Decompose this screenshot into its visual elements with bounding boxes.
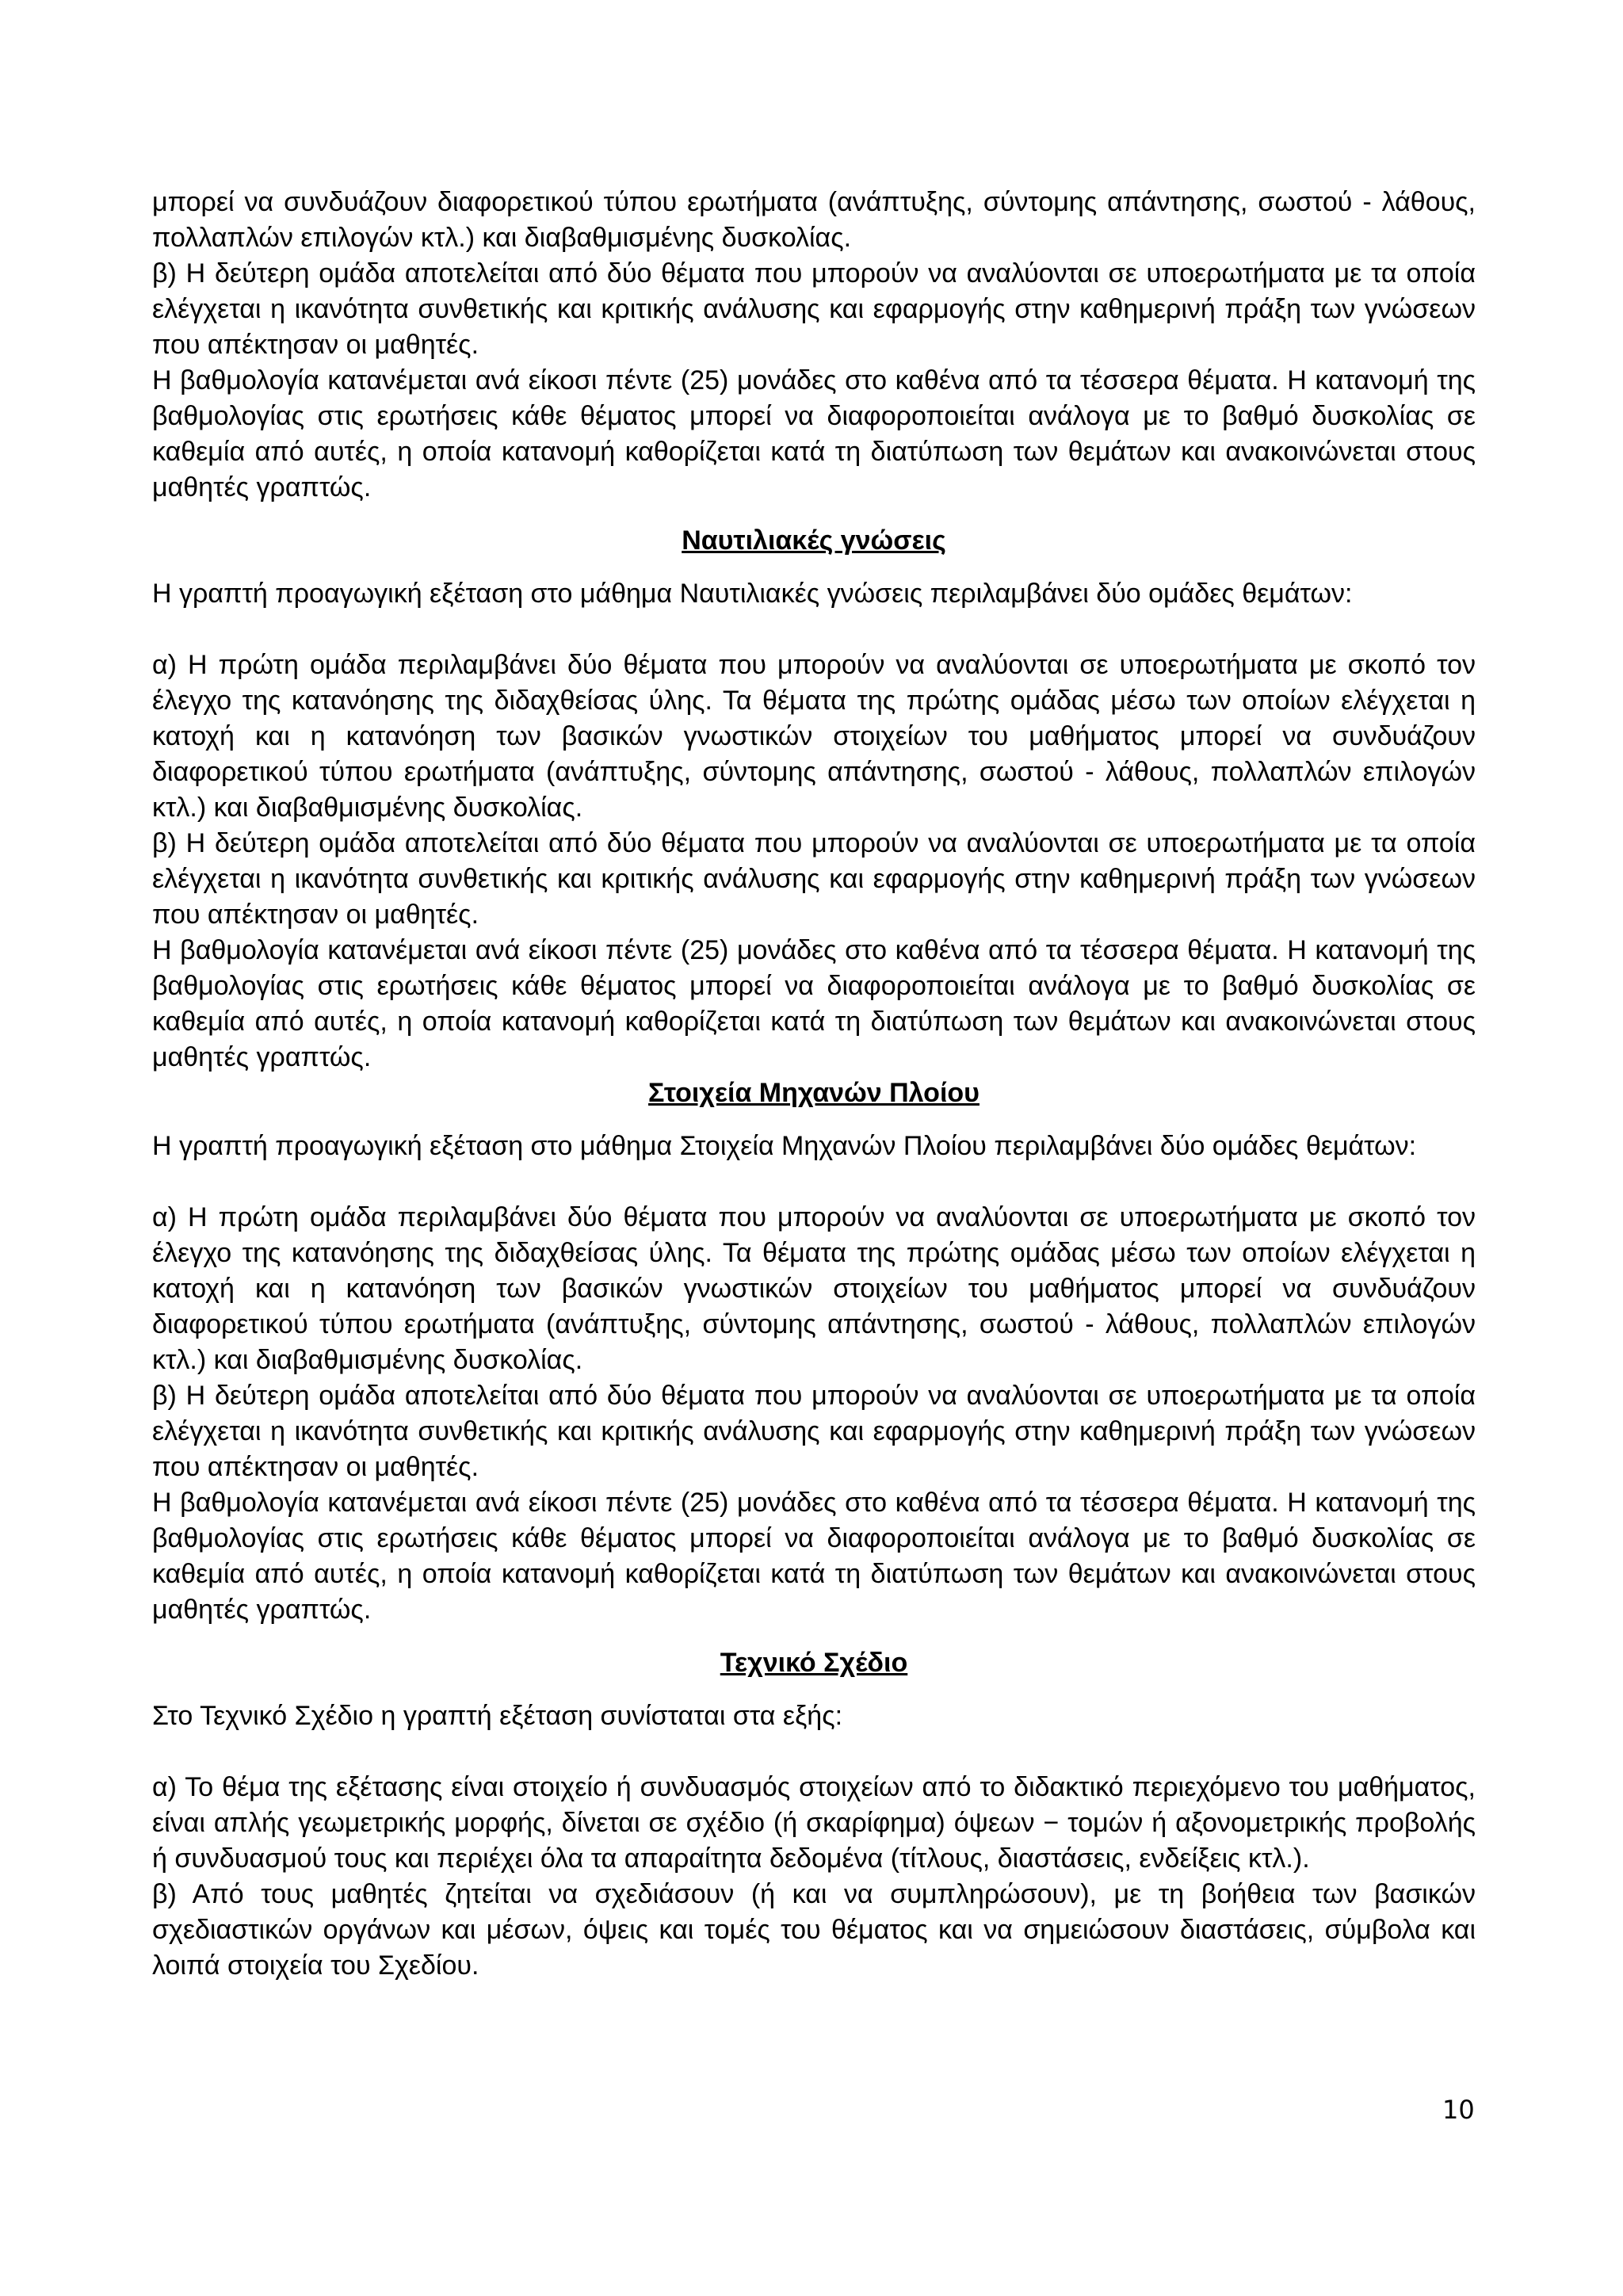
intro-paragraph-1: μπορεί να συνδυάζουν διαφορετικού τύπου ερωτήματα (ανάπτυξης, σύντομης απάντησης, σωστού - λάθους, πολλαπλών επιλογών κτλ.) και διαβαθμισμένης δυσκολίας. <box>152 187 1476 253</box>
engines-intro: Η γραπτή προαγωγική εξέταση στο μάθημα Στοιχεία Μηχανών Πλοίου περιλαμβάνει δύο ομάδες θεμάτων: <box>152 1131 1417 1161</box>
technical-item-b: β) Από τους μαθητές ζητείται να σχεδιάσουν (ή και να συμπληρώσουν), με τη βοήθεια των βασικών σχεδιαστικών οργάνων και μέσων, όψεις και τομές του θέματος και να σημειώσουν διαστάσεις, σύμβολα και λοιπά στοιχεία του Σχεδίου. <box>152 1879 1476 1981</box>
technical-item-a: α) Το θέμα της εξέτασης είναι στοιχείο ή συνδυασμός στοιχείων από το διδακτικό περιεχόμενο του μαθήματος, είναι απλής γεωμετρικής μορφής, δίνεται σε σχέδιο (ή σκαρίφημα) όψεων − τομών ή αξονομετρικής προβολής ή συνδυασμού τους και περιέχει όλα τα απαραίτητα δεδομένα (τίτλους, διαστάσεις, ενδείξεις κτλ.). <box>152 1772 1476 1874</box>
nautical-item-a: α) Η πρώτη ομάδα περιλαμβάνει δύο θέματα που μπορούν να αναλύονται σε υποερωτήματα με σκοπό τον έλεγχο της κατανόησης της διδαχθείσας ύλης. Τα θέματα της πρώτης ομάδας μέσω των οποίων ελέγχεται η κατοχή και η κατανόηση των βασικών γνωστικών στοιχείων του μαθήματος μπορεί να συνδυάζουν διαφορετικού τύπου ερωτήματα (ανάπτυξης, σύντομης απάντησης, σωστού - λάθους, πολλαπλών επιλογών κτλ.) και διαβαθμισμένης δυσκολίας. <box>152 650 1476 823</box>
intro-paragraph-2: β) Η δεύτερη ομάδα αποτελείται από δύο θέματα που μπορούν να αναλύονται σε υποερωτήματα με τα οποία ελέγχεται η ικανότητα συνθετικής και κριτικής ανάλυσης και εφαρμογής στην καθημερινή πράξη των γνώσεων που απέκτησαν οι μαθητές. <box>152 258 1476 360</box>
nautical-item-b: β) Η δεύτερη ομάδα αποτελείται από δύο θέματα που μπορούν να αναλύονται σε υποερωτήματα με τα οποία ελέγχεται η ικανότητα συνθετικής και κριτικής ανάλυσης και εφαρμογής στην καθημερινή πράξη των γνώσεων που απέκτησαν οι μαθητές. <box>152 828 1476 930</box>
page-number: 10 <box>1442 2095 1475 2125</box>
document-body <box>152 185 1476 1984</box>
intro-grading-paragraph: Η βαθμολογία κατανέμεται ανά είκοσι πέντε (25) μονάδες στο καθένα από τα τέσσερα θέματα. Η κατανομή της βαθμολογίας στις ερωτήσεις κάθε θέματος μπορεί να διαφοροποιείται ανάλογα με το βαθμό δυσκολίας σε καθεμία από αυτές, η οποία κατανομή καθορίζεται κατά τη διατύπωση των θεμάτων και ανακοινώνεται στους μαθητές γραπτώς. <box>152 365 1476 502</box>
nautical-intro: Η γραπτή προαγωγική εξέταση στο μάθημα Ναυτιλιακές γνώσεις περιλαμβάνει δύο ομάδες θεμάτων: <box>152 579 1353 609</box>
section-heading-technical: Τεχνικό Σχέδιο <box>720 1648 908 1678</box>
engines-item-b: β) Η δεύτερη ομάδα αποτελείται από δύο θέματα που μπορούν να αναλύονται σε υποερωτήματα με τα οποία ελέγχεται η ικανότητα συνθετικής και κριτικής ανάλυσης και εφαρμογής στην καθημερινή πράξη των γνώσεων που απέκτησαν οι μαθητές. <box>152 1381 1476 1482</box>
engines-grading: Η βαθμολογία κατανέμεται ανά είκοσι πέντε (25) μονάδες στο καθένα από τα τέσσερα θέματα. Η κατανομή της βαθμολογίας στις ερωτήσεις κάθε θέματος μπορεί να διαφοροποιείται ανάλογα με το βαθμό δυσκολίας σε καθεμία από αυτές, η οποία κατανομή καθορίζεται κατά τη διατύπωση των θεμάτων και ανακοινώνεται στους μαθητές γραπτώς. <box>152 1488 1476 1625</box>
technical-intro: Στο Τεχνικό Σχέδιο η γραπτή εξέταση συνίσταται στα εξής: <box>152 1701 843 1731</box>
engines-item-a: α) Η πρώτη ομάδα περιλαμβάνει δύο θέματα που μπορούν να αναλύονται σε υποερωτήματα με σκοπό τον έλεγχο της κατανόησης της διδαχθείσας ύλης. Τα θέματα της πρώτης ομάδας μέσω των οποίων ελέγχεται η κατοχή και η κατανόηση των βασικών γνωστικών στοιχείων του μαθήματος μπορεί να συνδυάζουν διαφορετικού τύπου ερωτήματα (ανάπτυξης, σύντομης απάντησης, σωστού - λάθους, πολλαπλών επιλογών κτλ.) και διαβαθμισμένης δυσκολίας. <box>152 1202 1476 1375</box>
nautical-grading: Η βαθμολογία κατανέμεται ανά είκοσι πέντε (25) μονάδες στο καθένα από τα τέσσερα θέματα. Η κατανομή της βαθμολογίας στις ερωτήσεις κάθε θέματος μπορεί να διαφοροποιείται ανάλογα με το βαθμό δυσκολίας σε καθεμία από αυτές, η οποία κατανομή καθορίζεται κατά τη διατύπωση των θεμάτων και ανακοινώνεται στους μαθητές γραπτώς. <box>152 935 1476 1072</box>
section-heading-engines: Στοιχεία Μηχανών Πλοίου <box>648 1078 980 1108</box>
section-heading-nautical: Ναυτιλιακές γνώσεις <box>682 525 946 556</box>
